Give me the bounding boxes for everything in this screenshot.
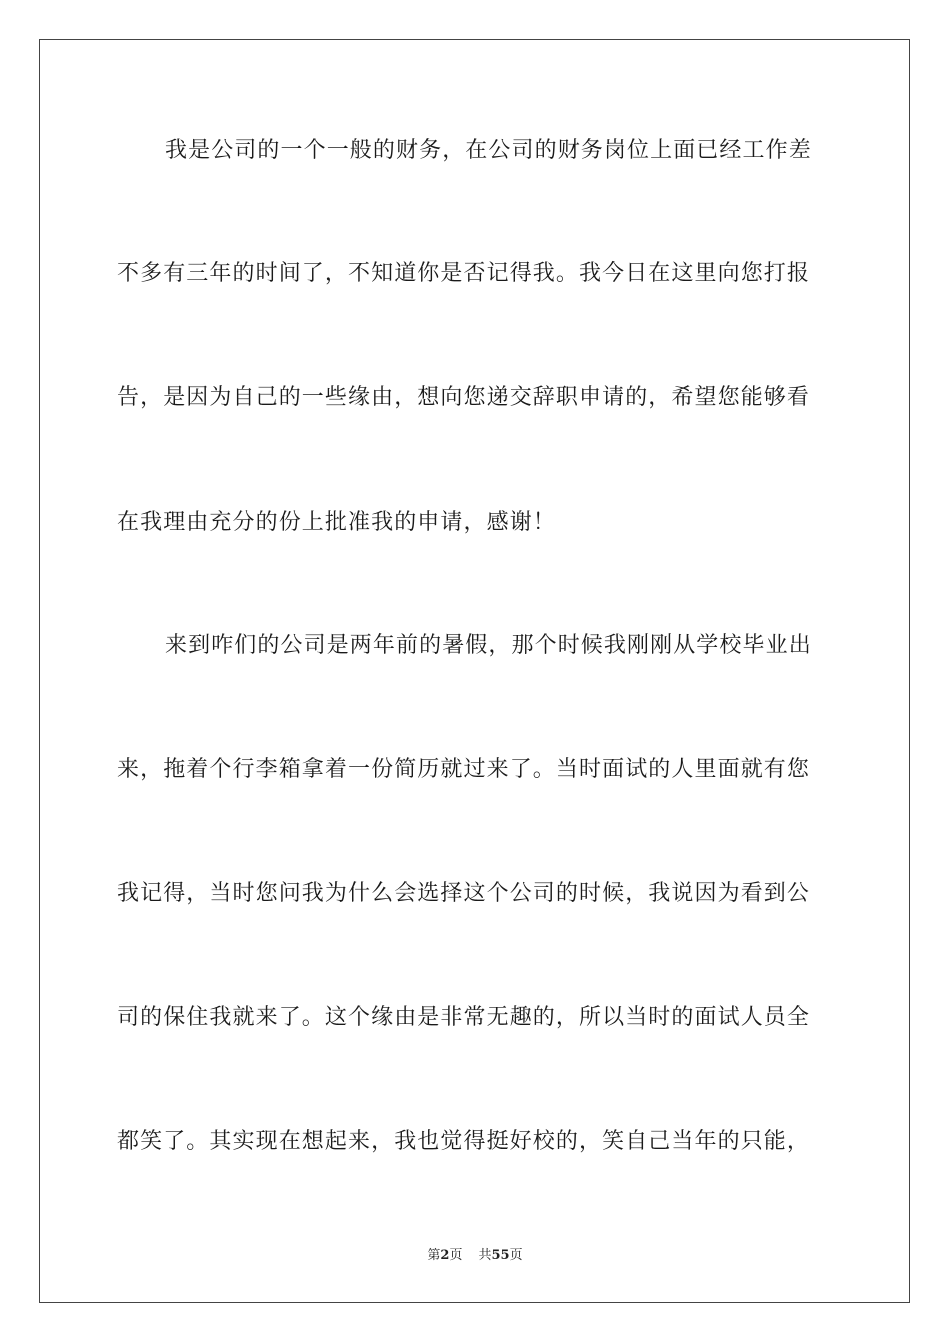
page-prefix: 第 — [427, 1248, 441, 1263]
page-footer — [0, 1247, 950, 1265]
paragraph-2-line-4: 司的保住我就来了。这个缘由是非常无趣的，所以当时的面试人员全 — [117, 1005, 811, 1030]
page-border — [39, 39, 910, 1303]
paragraph-2-line-1: 来到咋们的公司是两年前的暑假，那个时候我刚刚从学校毕业出 — [165, 633, 812, 658]
page-suffix: 页 — [449, 1248, 463, 1263]
total-pages: 55 — [491, 1248, 510, 1263]
paragraph-2-line-3: 我记得，当时您问我为什么会选择这个公司的时候，我说因为看到公 — [117, 881, 811, 906]
total-prefix: 共 — [478, 1248, 492, 1263]
paragraph-1-line-1: 我是公司的一个一般的财务，在公司的财务岗位上面已经工作差 — [165, 138, 812, 163]
paragraph-1-line-4: 在我理由充分的份上批准我的申请，感谢！ — [117, 510, 556, 535]
page-number: 2 — [440, 1248, 450, 1263]
paragraph-1-line-3: 告，是因为自己的一些缘由，想向您递交辞职申请的，希望您能够看 — [117, 385, 811, 410]
paragraph-1-line-2: 不多有三年的时间了，不知道你是否记得我。我今日在这里向您打报 — [117, 261, 811, 286]
paragraph-2-line-2: 来，拖着个行李箱拿着一份简历就过来了。当时面试的人里面就有您 — [117, 757, 811, 782]
paragraph-2-line-5: 都笑了。其实现在想起来，我也觉得挺好校的，笑自己当年的只能， — [117, 1129, 811, 1154]
total-suffix: 页 — [509, 1248, 523, 1263]
